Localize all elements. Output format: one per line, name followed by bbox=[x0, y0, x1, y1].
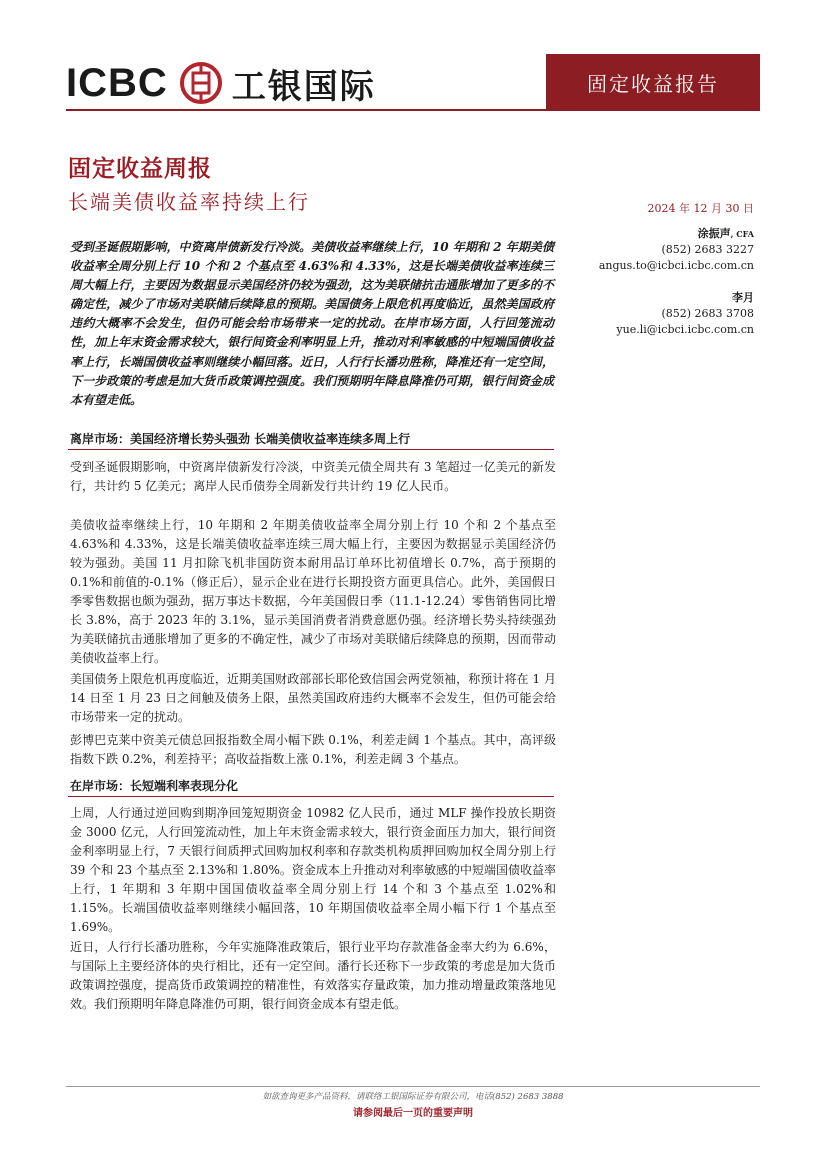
executive-summary: 受到圣诞假期影响，中资离岸债新发行冷淡。美债收益率继续上行，10 年期和 2 年期美债收益率全周分别上行 10 个和 2 个基点至 4.63%和 4.33%，这是长端美债收益率连续三周大幅上行，主要因为数据显示美国经济仍较为强劲，这为美联储抗击通胀增加了更多的不确定性，减少了市场对美联储后续降息的预期。美国债务上限危机再度临近，虽然美国政府违约大概率不会发生，但仍可能会给市场带来一定的扰动。在岸市场方面，人行回笼流动性，加上年末资金需求较大，银行间资金利率明显上升，推动对利率敏感的中短端国债收益率上行，长端国债收益率则继续小幅回落。近日，人行行长潘功胜称，降准还有一定空间，下一步政策的考虑是加大货币政策调控强度。我们预期明年降息降准仍可期，银行间资金成本有望走低。 bbox=[70, 240, 554, 407]
analyst-email[interactable]: yue.li@icbci.icbc.com.cn bbox=[616, 323, 754, 336]
analyst-email[interactable]: angus.to@icbci.icbc.com.cn bbox=[598, 259, 754, 272]
footer-contact: 如欲查询更多产品资料，请联络工银国际证券有限公司，电话(852) 2683 3888 bbox=[262, 1092, 564, 1102]
analyst-cert: , CFA bbox=[730, 229, 754, 239]
page-subtitle: 长端美债收益率持续上行 bbox=[68, 190, 310, 214]
section-heading-offshore: 离岸市场：美国经济增长势头强劲 长端美债收益率连续多周上行 bbox=[70, 432, 411, 446]
paragraph: 上周，人行通过逆回购到期净回笼短期资金 10982 亿人民币，通过 MLF 操作投放长期资金 3000 亿元，人行回笼流动性，加上年末资金需求较大，银行资金面压力加大，银行间资金利率明显上行，7 天银行间质押式回购加权利率和存款类机构质押回购加权全周分别上行 39 个和 23 个基点至 2.13%和 1.80%。资金成本上升推动对利率敏感的中短端国债收益率上行，1 年期和 3 年期中国国债收益率全周分别上行 14 个和 3 个基点至 1.02%和 1.15%。长端国债收益率则继续小幅回落，10 年期国债收益率全周小幅下行 1 个基点至 1.69%。 bbox=[70, 806, 556, 934]
report-type-badge: 固定收益报告 bbox=[546, 54, 760, 110]
analyst-name: 李月 bbox=[732, 291, 754, 304]
paragraph: 美债收益率继续上行，10 年期和 2 年期美债收益率全周分别上行 10 个和 2 个基点至 4.63%和 4.33%，这是长端美债收益率连续三周大幅上行，主要因为数据显示美国经济仍较为强劲。美国 11 月扣除飞机非国防资本耐用品订单环比初值增长 0.7%，高于预期的 0.1%和前值的-0.1%（修正后），显示企业在进行长期投资方面更具信心。此外，美国假日季零售数据也颇为强劲，据万事达卡数据，今年美国假日季（11.1-12.24）零售销售同比增长 3.8%，高于 2023 年的 3.1%，显示美国消费者消费意愿仍强。经济增长势头持续强劲为美联储抗击通胀增加了更多的不确定性，减少了市场对美联储后续降息的预期，因而带动美债收益率上行。 bbox=[70, 518, 556, 665]
analyst-phone: (852) 2683 3227 bbox=[661, 243, 754, 256]
page-title: 固定收益周报 bbox=[68, 156, 212, 182]
section-divider bbox=[68, 449, 554, 450]
analyst-card bbox=[599, 226, 754, 274]
company-logo bbox=[66, 58, 376, 108]
logo-english: ICBC bbox=[66, 60, 168, 105]
header-divider bbox=[66, 109, 760, 111]
section-divider bbox=[68, 796, 554, 797]
paragraph: 近日，人行行长潘功胜称，今年实施降准政策后，银行业平均存款准备金率大约为 6.6%，与国际上主要经济体的央行相比，还有一定空间。潘行长还称下一步政策的考虑是加大货币政策调控强度，提高货币政策调控的精准性，有效落实存量政策，加力推动增量政策落地见效。我们预期明年降息降准仍可期，银行间资金成本有望走低。 bbox=[70, 940, 556, 1011]
paragraph: 受到圣诞假期影响，中资离岸债新发行冷淡，中资美元债全周共有 3 笔超过一亿美元的新发行，共计约 5 亿美元；离岸人民币债券全周新发行共计约 19 亿人民币。 bbox=[70, 460, 556, 493]
footer-divider bbox=[66, 1086, 760, 1087]
footer-disclaimer-note: 请参阅最后一页的重要声明 bbox=[353, 1108, 473, 1119]
analyst-card bbox=[616, 290, 754, 338]
paragraph: 美国债务上限危机再度临近，近期美国财政部部长耶伦致信国会两党领袖，称预计将在 1 月 14 日至 1 月 23 日之间触及债务上限，虽然美国政府违约大概率不会发生，但仍可能会给市场带来一定的扰动。 bbox=[70, 672, 556, 724]
analyst-phone: (852) 2683 3708 bbox=[661, 307, 754, 320]
icbc-seal-icon bbox=[180, 62, 222, 104]
paragraph: 彭博巴克莱中资美元债总回报指数全周小幅下跌 0.1%，利差走阔 1 个基点。其中，高评级指数下跌 0.2%，利差持平；高收益指数上涨 0.1%，利差走阔 3 个基点。 bbox=[70, 733, 556, 766]
analyst-name: 涂振声 bbox=[697, 227, 731, 240]
report-date: 2024 年 12 月 30 日 bbox=[647, 202, 754, 215]
logo-chinese: 工银国际 bbox=[231, 66, 376, 107]
section-heading-onshore: 在岸市场：长短端利率表现分化 bbox=[70, 779, 239, 793]
